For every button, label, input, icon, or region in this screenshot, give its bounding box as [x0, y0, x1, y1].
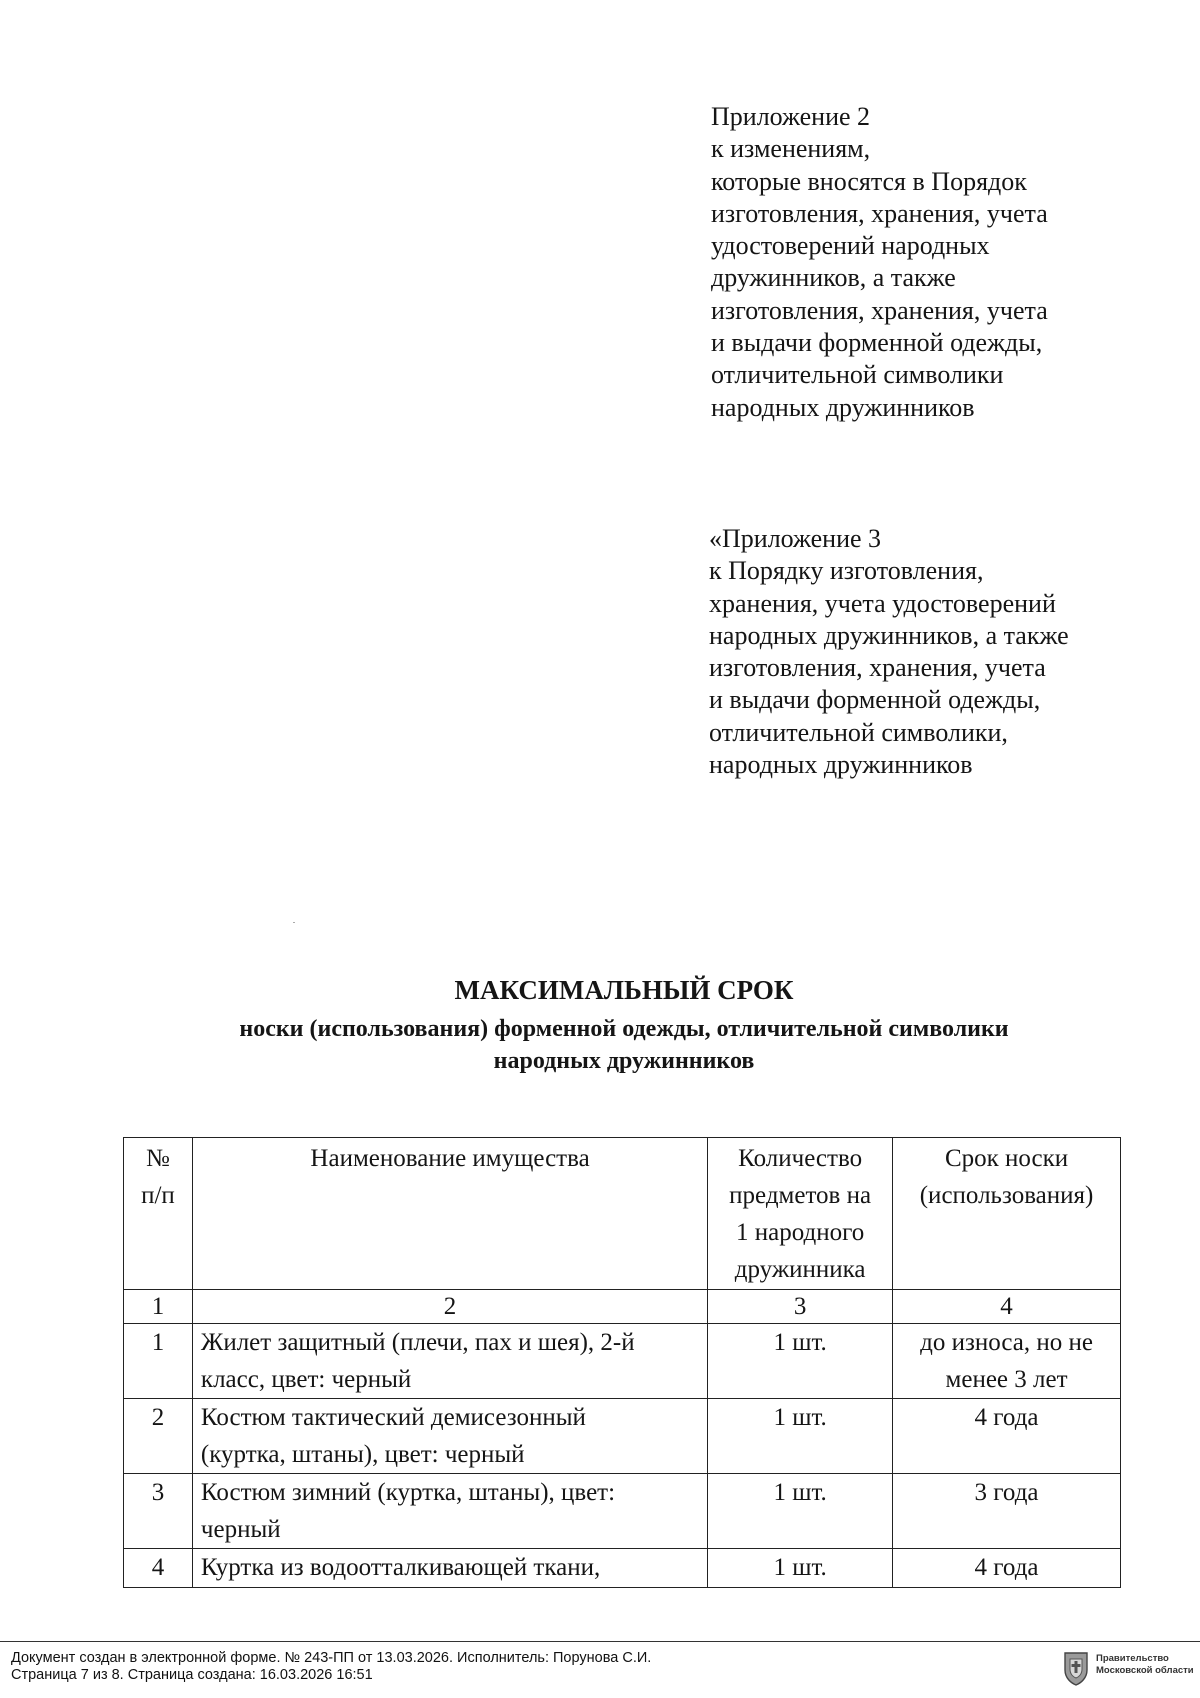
- row-name: [192, 1399, 707, 1474]
- table-row: [124, 1474, 1121, 1549]
- row-name-line: Костюм зимний (куртка, штаны), цвет:: [200, 1479, 616, 1506]
- appendix-2-line: и выдачи форменной одежды,: [711, 328, 1043, 358]
- row-quantity: 1 шт.: [708, 1399, 893, 1474]
- row-name: [192, 1549, 707, 1588]
- appendix-3-line: отличительной символики,: [709, 717, 1008, 747]
- row-name-line: (куртка, штаны), цвет: черный: [200, 1441, 525, 1468]
- row-name: [192, 1474, 707, 1549]
- row-num: 4: [124, 1549, 193, 1588]
- footer: [0, 1637, 1200, 1698]
- footer-logo-line: Правительство: [1096, 1653, 1169, 1664]
- row-term: [893, 1549, 1121, 1588]
- header-quantity: [708, 1138, 893, 1290]
- row-term-line: 4 года: [974, 1404, 1039, 1431]
- title-subtitle-line: народных дружинников: [493, 1048, 755, 1074]
- appendix-3-line: и выдачи форменной одежды,: [709, 685, 1041, 715]
- header-term-line: (использования): [919, 1182, 1094, 1209]
- row-name-line: класс, цвет: черный: [200, 1366, 412, 1393]
- header-term: [893, 1138, 1121, 1290]
- coat-of-arms-icon: [1062, 1650, 1090, 1691]
- row-quantity: 1 шт.: [708, 1474, 893, 1549]
- row-num: 1: [124, 1324, 193, 1399]
- header-num-line: №: [146, 1145, 170, 1172]
- row-name-line: Куртка из водоотталкивающей ткани,: [200, 1554, 601, 1581]
- header-quantity-line: дружинника: [734, 1256, 866, 1283]
- property-table: [123, 1137, 1121, 1588]
- row-term-line: 3 года: [974, 1479, 1039, 1506]
- column-number-row: [124, 1290, 1121, 1324]
- header-name: [192, 1138, 707, 1290]
- appendix-2-line: народных дружинников: [711, 392, 975, 422]
- row-num: 2: [124, 1399, 193, 1474]
- table-row: [124, 1549, 1121, 1588]
- footer-info: [11, 1650, 651, 1684]
- row-term-line: менее 3 лет: [945, 1366, 1068, 1393]
- title-main: МАКСИМАЛЬНЫЙ СРОК: [454, 975, 794, 1005]
- header-num: [124, 1138, 193, 1290]
- appendix-2-header: [711, 101, 1048, 424]
- footer-logo-line: Московской области: [1096, 1665, 1194, 1676]
- scan-speck: [293, 922, 295, 923]
- row-name: [192, 1324, 707, 1399]
- footer-line: Документ создан в электронной форме. № 243-ПП от 13.03.2026. Исполнитель: Порунова С.И.: [11, 1650, 652, 1666]
- row-term: [893, 1474, 1121, 1549]
- header-name-text: Наименование имущества: [310, 1145, 590, 1172]
- column-number: 1: [124, 1290, 193, 1324]
- column-number: 3: [708, 1290, 893, 1324]
- appendix-3-line: народных дружинников, а также: [709, 620, 1069, 650]
- column-number: 2: [192, 1290, 707, 1324]
- row-name-line: черный: [200, 1516, 281, 1543]
- appendix-3-header: [709, 523, 1069, 781]
- appendix-2-line: отличительной символики: [711, 360, 1004, 390]
- appendix-2-line: изготовления, хранения, учета: [711, 295, 1048, 325]
- appendix-2-line: дружинников, а также: [711, 263, 956, 293]
- footer-line: Страница 7 из 8. Страница создана: 16.03.2026 16:51: [11, 1667, 373, 1683]
- appendix-2-line: которые вносятся в Порядок: [711, 166, 1027, 196]
- header-quantity-line: предметов на: [729, 1182, 872, 1209]
- row-term: [893, 1324, 1121, 1399]
- appendix-2-line: Приложение 2: [711, 102, 871, 131]
- appendix-2-line: к изменениям,: [711, 134, 871, 164]
- header-quantity-line: Количество: [738, 1145, 863, 1172]
- row-quantity: 1 шт.: [708, 1549, 893, 1588]
- footer-divider: [0, 1641, 1200, 1642]
- appendix-3-line: «Приложение 3: [709, 524, 882, 553]
- row-term-line: до износа, но не: [920, 1329, 1093, 1356]
- table-row: [124, 1399, 1121, 1474]
- row-name-line: Жилет защитный (плечи, пах и шея), 2-й: [200, 1329, 635, 1356]
- row-quantity: 1 шт.: [708, 1324, 893, 1399]
- row-term-line: 4 года: [974, 1554, 1039, 1581]
- table-row: [124, 1324, 1121, 1399]
- table-header-row: [124, 1138, 1121, 1290]
- row-term: [893, 1399, 1121, 1474]
- row-name-line: Костюм тактический демисезонный: [200, 1404, 586, 1431]
- title-subtitle: [0, 1013, 1200, 1077]
- row-num: 3: [124, 1474, 193, 1549]
- footer-logo-text: [1096, 1653, 1194, 1677]
- appendix-3-line: к Порядку изготовления,: [709, 556, 984, 586]
- column-number: 4: [893, 1290, 1121, 1324]
- appendix-2-line: изготовления, хранения, учета: [711, 198, 1048, 228]
- appendix-3-line: хранения, учета удостоверений: [709, 588, 1056, 618]
- header-term-line: Срок носки: [944, 1145, 1069, 1172]
- appendix-2-line: удостоверений народных: [711, 231, 990, 261]
- header-quantity-line: 1 народного: [736, 1219, 865, 1246]
- appendix-3-line: изготовления, хранения, учета: [709, 653, 1046, 683]
- appendix-3-line: народных дружинников: [709, 750, 973, 780]
- header-num-line: п/п: [141, 1182, 175, 1209]
- title-subtitle-line: носки (использования) форменной одежды, отличительной символики: [239, 1016, 1009, 1042]
